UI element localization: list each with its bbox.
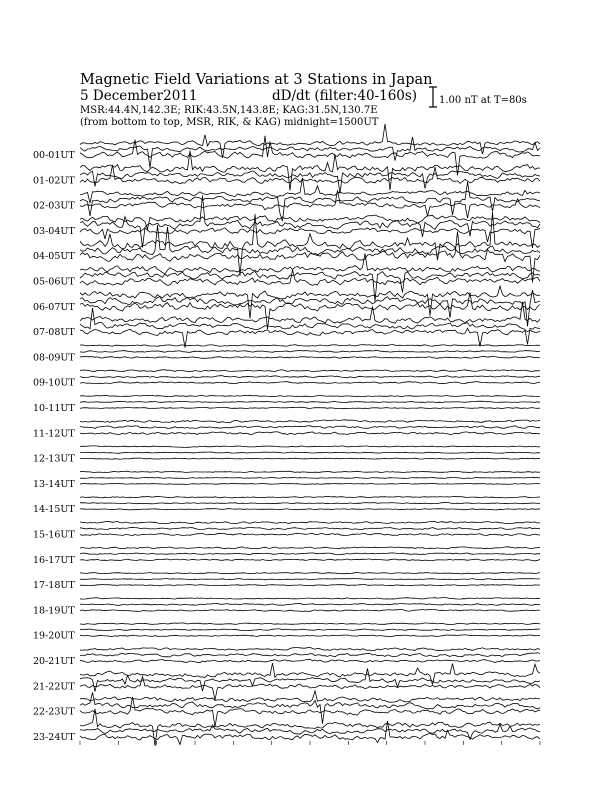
hour-label: 11-12UT xyxy=(33,428,75,440)
hour-label: 09-10UT xyxy=(33,377,75,389)
hour-label: 12-13UT xyxy=(33,453,75,465)
trace-msr-21-22ut xyxy=(80,677,540,700)
hour-label: 16-17UT xyxy=(33,554,75,566)
trace-kag-11-12ut xyxy=(80,420,540,423)
hour-label: 23-24UT xyxy=(33,731,75,743)
trace-msr-06-07ut xyxy=(80,293,540,330)
hour-label: 21-22UT xyxy=(33,681,75,693)
hour-label: 10-11UT xyxy=(33,403,75,414)
trace-msr-11-12ut xyxy=(80,432,540,435)
trace-kag-09-10ut xyxy=(80,370,540,372)
trace-rik-17-18ut xyxy=(80,578,540,579)
hour-label: 01-02UT xyxy=(33,175,75,187)
hour-label: 15-16UT xyxy=(33,529,75,541)
trace-rik-02-03ut xyxy=(80,182,540,221)
trace-kag-00-01ut xyxy=(80,124,540,158)
trace-kag-22-23ut xyxy=(80,691,540,703)
trace-msr-17-18ut xyxy=(80,585,540,586)
station-order-note: (from bottom to top, MSR, RIK, & KAG) midnight=1500UT xyxy=(80,117,379,128)
trace-msr-05-06ut xyxy=(80,270,540,285)
trace-msr-18-19ut xyxy=(80,610,540,612)
hour-label: 17-18UT xyxy=(33,580,75,592)
trace-kag-07-08ut xyxy=(80,302,540,324)
trace-rik-13-14ut xyxy=(80,477,540,478)
trace-rik-14-15ut xyxy=(80,502,540,503)
trace-kag-18-19ut xyxy=(80,598,540,600)
trace-rik-07-08ut xyxy=(80,308,540,344)
hour-label: 05-06UT xyxy=(33,276,75,288)
trace-rik-16-17ut xyxy=(80,553,540,555)
hour-label: 13-14UT xyxy=(33,478,75,490)
chart-title: Magnetic Field Variations at 3 Stations in Japan xyxy=(80,72,433,88)
trace-kag-05-06ut xyxy=(80,254,540,274)
trace-rik-10-11ut xyxy=(80,401,540,402)
hour-label: 03-04UT xyxy=(33,225,75,237)
trace-msr-08-09ut xyxy=(80,356,540,358)
hour-label: 00-01UT xyxy=(33,150,75,161)
trace-rik-18-19ut xyxy=(80,603,540,605)
trace-msr-20-21ut xyxy=(80,659,540,663)
trace-msr-14-15ut xyxy=(80,509,540,510)
trace-kag-17-18ut xyxy=(80,573,540,574)
trace-rik-20-21ut xyxy=(80,653,540,657)
chart-date: 5 December2011 xyxy=(80,88,198,104)
trace-kag-23-24ut xyxy=(80,709,540,746)
trace-rik-22-23ut xyxy=(80,692,540,723)
trace-rik-12-13ut xyxy=(80,452,540,453)
trace-kag-16-17ut xyxy=(80,547,540,549)
hour-label: 06-07UT xyxy=(33,301,75,313)
trace-kag-20-21ut xyxy=(80,647,540,650)
trace-kag-14-15ut xyxy=(80,496,540,498)
trace-msr-13-14ut xyxy=(80,483,540,484)
hour-label: 02-03UT xyxy=(33,200,75,212)
trace-rik-15-16ut xyxy=(80,527,540,530)
trace-rik-23-24ut xyxy=(80,724,540,739)
trace-kag-13-14ut xyxy=(80,471,540,472)
trace-msr-19-20ut xyxy=(80,635,540,637)
chart-filter: dD/dt (filter:40-160s) xyxy=(272,88,418,104)
station-coordinates: MSR:44.4N,142.3E; RIK:43.5N,143.8E; KAG:31.5N,130.7E xyxy=(80,105,378,116)
trace-msr-16-17ut xyxy=(80,559,540,561)
trace-msr-10-11ut xyxy=(80,407,540,408)
trace-rik-09-10ut xyxy=(80,376,540,378)
trace-kag-19-20ut xyxy=(80,623,540,625)
hour-label: 14-15UT xyxy=(33,504,75,516)
hour-label: 20-21UT xyxy=(33,656,75,667)
trace-msr-07-08ut xyxy=(80,328,540,348)
trace-kag-03-04ut xyxy=(80,215,540,229)
hour-label: 07-08UT xyxy=(33,327,75,339)
trace-rik-08-09ut xyxy=(80,350,540,352)
hour-label: 19-20UT xyxy=(33,630,75,642)
trace-rik-19-20ut xyxy=(80,629,540,631)
trace-msr-12-13ut xyxy=(80,458,540,459)
trace-kag-10-11ut xyxy=(80,395,540,396)
trace-msr-15-16ut xyxy=(80,533,540,535)
trace-msr-09-10ut xyxy=(80,382,540,384)
hour-label: 04-05UT xyxy=(33,251,75,263)
hour-label: 22-23UT xyxy=(33,706,75,718)
hour-label: 08-09UT xyxy=(33,352,75,364)
trace-kag-02-03ut xyxy=(80,178,540,203)
trace-kag-12-13ut xyxy=(80,446,540,448)
trace-kag-08-09ut xyxy=(80,345,540,347)
trace-kag-15-16ut xyxy=(80,521,540,523)
scale-label: 1.00 nT at T=80s xyxy=(439,95,527,106)
hour-label: 18-19UT xyxy=(33,605,75,617)
trace-rik-11-12ut xyxy=(80,426,540,429)
